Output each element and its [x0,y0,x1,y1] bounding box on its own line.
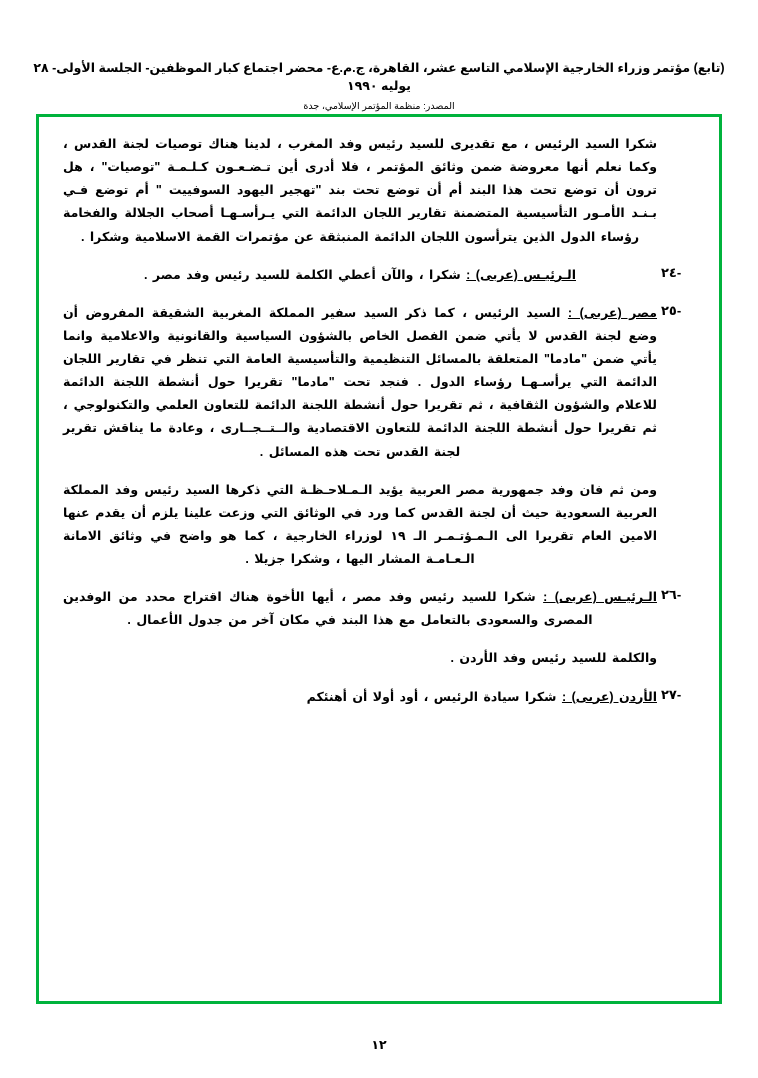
paragraph-text [55,302,661,464]
paragraph [55,647,701,670]
paragraph-content: شكرا للسيد رئيس وفد مصر ، أيها الأخوة هناك اقتراح محدد من الوفدين المصرى والسعودى بالتعامل مع هذا البند في مكان آخر من جدول الأعمال . [63,590,593,628]
header-title: (تابع) مؤتمر وزراء الخارجية الإسلامي التاسع عشر، القاهرة، ج.م.ع- محضر اجتماع كبار الموظفين- الجلسة الأولى- ٢٨ يوليه ١٩٩٠ [33,61,725,93]
paragraph [55,686,701,709]
paragraph-number: -٢٥ [661,302,682,318]
document-header [0,60,758,113]
page-number: ١٢ [371,1038,387,1052]
speaker-label: الـرئيـس (عربى) : [543,590,657,605]
paragraph-content: شكرا ، والآن أعطي الكلمة للسيد رئيس وفد مصر . [143,267,467,282]
paragraph [55,479,701,572]
paragraph [55,264,701,287]
speaker-label: الأردن (عربى) : [561,689,657,704]
speaker-label: الـرئيـس (عربى) : [466,267,576,282]
paragraph-text [55,586,661,632]
paragraph-number: -٢٤ [661,264,682,280]
paragraph-text [55,686,661,709]
paragraph-number: -٢٧ [661,686,682,702]
content-frame [36,114,722,1004]
paragraph-number: -٢٦ [661,587,682,603]
paragraph [55,302,701,464]
header-source: المصدر: منظمة المؤتمر الإسلامي، جدة [303,101,455,112]
paragraph [55,586,701,632]
speaker-label: مصر (عربى) : [567,305,658,320]
paragraph-content: السيد الرئيس ، كما ذكر السيد سفير المملكة المغربية الشقيقة المفروض أن وضع لجنة القدس لا يأتي ضمن الفصل الخاص بالشؤون السياسية والقانونية والاعلامية وانما يأتي ضمن "مادما" المتعلقة بالمسائل التنظيمية والتأسيسية العامة التي تنظر في تقارير اللجان الدائمة التي يرأسـهـا رؤساء الدول . فنجد تحت "مادما" تقريرا حول أنشطة اللجنة الدائمة للاعلام والشؤون الثقافية ، ثم تقريرا حول أنشطة اللجنة الدائمة للتعاون العلمي والتكنولوجي ، ثم تقريرا حول أنشطة اللجنة الدائمة للتعاون الاقتصادية والــتــجــارى ، وعادة ما يناقش تقرير لجنة القدس تحت هذه المسائل . [63,305,657,459]
paragraph-text: ومن ثم فان وفد جمهورية مصر العربية يؤيد الـمـلاحـظـة التي ذكرها السيد رئيس وفد المملكة العربية السعودية حيث أن لجنة القدس كما ورد في الوثائق التي وزعت علينا يلزم أن يقدم عنها الامين العام تقريرا الى الـمـؤتـمـر الـ ١٩ لوزراء الخارجية ، كما هو واضح في وثائق الامانة الـعـامـة المشار اليها ، وشكرا جزيلا . [63,482,657,566]
paragraph-text: شكرا السيد الرئيس ، مع تقديرى للسيد رئيس وفد المغرب ، لدينا هناك توصيات لجنة القدس ، وكما نعلم أنها معروضة ضمن وثائق المؤتمر ، فلا أدرى أين تـضـعـون كـلـمـة "توصيات" ، هل ترون أن توضع تحت هذا البند أم أن توضع تحت بند "تهجير اليهود السوفييت " أم توضع فـي بـنـد الأمـور التأسيسية المتضمنة تقارير اللجان الدائمة التي يـرأسـهـا أصحاب الجلالة والفخامة رؤساء الدول الذين يترأسون اللجان الدائمة المنبثقة عن مؤتمرات القمة الاسلامية وشكرا . [63,137,657,244]
paragraph [55,133,701,249]
paragraph-number-blank [661,647,701,670]
paragraph-content: شكرا سيادة الرئيس ، أود أولا أن أهنئكم [306,689,562,704]
content-body [39,117,719,734]
paragraph-text: والكلمة للسيد رئيس وفد الأردن . [450,651,657,666]
paragraph-text [55,264,661,287]
paragraph-number-blank [661,133,701,249]
paragraph-number-blank [661,479,701,572]
